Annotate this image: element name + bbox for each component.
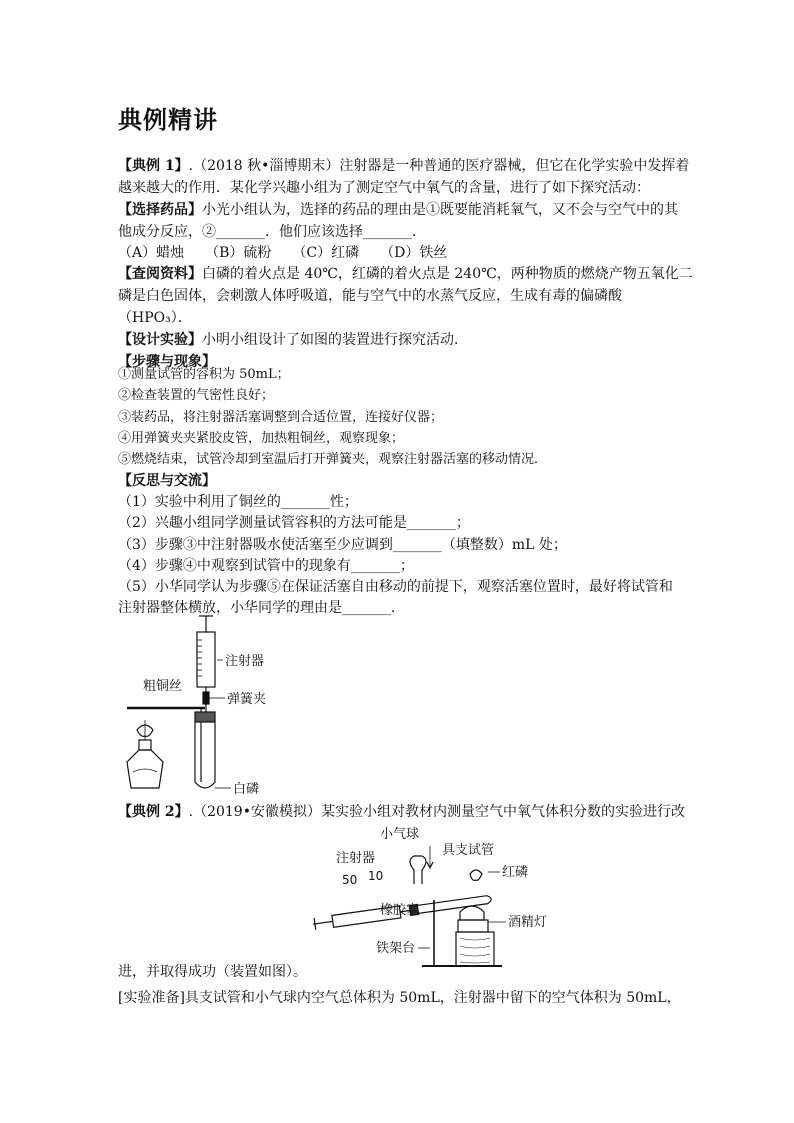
ex2-label: 【典例 2】 xyxy=(118,804,189,820)
flame-2 xyxy=(470,870,482,880)
ex1-question-1: （1）实验中利用了铜丝的_______性； xyxy=(118,494,358,510)
ex1-info-label: 【查阅资料】 xyxy=(118,266,202,282)
ex1-info-text-2: 磷是白色固体，会刺激人体呼吸道，能与空气中的水蒸气反应，生成有毒的偏磷酸 xyxy=(118,288,622,304)
ex1-design-label: 【设计实验】 xyxy=(118,332,202,348)
ex1-select xyxy=(118,200,678,220)
ex1-steps-label: 【步骤与现象】 xyxy=(118,354,216,370)
label-iron-stand: 铁架台 xyxy=(376,941,416,956)
ex2-prep: [实验准备]具支试管和小气球内空气总体积为 50mL，注射器中留下的空气体积为 50mL， xyxy=(118,990,681,1006)
ex1-reflect-label: 【反思与交流】 xyxy=(118,473,216,489)
ex1-question-5a: （5）小华同学认为步骤⑤在保证活塞自由移动的前提下，观察活塞位置时，最好将试管和 xyxy=(118,579,673,595)
ex2-intro-2: 进，并取得成功（装置如图）。 xyxy=(118,964,307,980)
ex1-select-text: 小光小组认为，选择的药品的理由是①既要能消耗氧气，又不会与空气中的其 xyxy=(202,202,678,218)
ex1-info-text: 白磷的着火点是 40℃，红磷的着火点是 240℃，两种物质的燃烧产物五氧化二 xyxy=(202,266,693,282)
ex1-step-2: ②检查装置的气密性良好； xyxy=(118,388,275,403)
spring-clamp xyxy=(203,692,209,704)
label-mark-50: 50 xyxy=(342,873,358,887)
stopper xyxy=(195,712,215,722)
balloon xyxy=(410,856,426,884)
wood-block xyxy=(456,932,494,966)
ex2-intro-1: .（2019•安徽模拟）某实验小组对教材内测量空气中氧气体积分数的实验进行改 xyxy=(188,804,685,820)
label-copper-wire: 粗铜丝 xyxy=(143,679,183,694)
apparatus-diagram-1 xyxy=(115,612,315,802)
ex1-question-4: （4）步骤④中观察到试管中的现象有_______； xyxy=(118,558,414,574)
syringe2-handle xyxy=(314,918,316,930)
apparatus-2-svg xyxy=(310,822,580,974)
ex1-question-3: （3）步骤③中注射器吸水使活塞至少应调到_______（填整数）mL 处； xyxy=(118,537,567,553)
label-clamp: 弹簧夹 xyxy=(227,692,267,707)
label-balloon: 小气球 xyxy=(380,827,420,842)
label-red-phosphorus: 红磷 xyxy=(502,865,529,880)
apparatus-1-svg xyxy=(115,612,315,802)
label-syringe: 注射器 xyxy=(225,654,265,669)
lamp-neck xyxy=(139,740,151,750)
label-mark-10: 10 xyxy=(368,869,384,883)
ex1-line-1 xyxy=(118,156,689,176)
apparatus-diagram-2 xyxy=(310,822,580,974)
syringe-scale xyxy=(197,640,202,676)
ex1-intro-1: .（2018 秋•淄博期末）注射器是一种普通的医疗器械，但它在化学实验中发挥着 xyxy=(188,158,690,174)
ex1-select-label: 【选择药品】 xyxy=(118,202,202,218)
ex2-line-1 xyxy=(118,802,685,822)
ex1-step-3: ③装药品，将注射器活塞调整到合适位置，连接好仪器； xyxy=(118,410,444,425)
label-syringe-2: 注射器 xyxy=(336,851,376,866)
syringe2-plunger xyxy=(313,921,333,924)
ex1-step-1: ①测量试管的容积为 50mL； xyxy=(118,367,290,382)
ex1-label: 【典例 1】 xyxy=(118,158,189,174)
side-arm-tube xyxy=(417,895,491,913)
ex1-design-text: 小明小组设计了如图的装置进行探究活动． xyxy=(202,332,468,348)
label-rubber-stopper: 橡胶塞 xyxy=(380,903,420,918)
ex1-design xyxy=(118,330,468,350)
ex1-options: （A）蜡烛 （B）硫粉 （C）红磷 （D）铁丝 xyxy=(118,245,448,261)
ex1-question-5b: 注射器整体横放，小华同学的理由是_______． xyxy=(118,600,405,616)
ex1-step-5: ⑤燃烧结束，试管冷却到室温后打开弹簧夹，观察注射器活塞的移动情况． xyxy=(118,452,548,467)
label-white-phosphorus: 白磷 xyxy=(233,782,260,797)
section-title: 典例精讲 xyxy=(118,106,218,134)
lamp2-body xyxy=(458,920,488,932)
wood-grain xyxy=(460,938,490,963)
lamp-liquid xyxy=(133,769,157,772)
ex1-info-text-3: （HPO₃）． xyxy=(118,310,192,326)
ex1-intro-2: 越来越大的作用．某化学兴趣小组为了测定空气中氧气的含量，进行了如下探究活动： xyxy=(118,180,650,196)
ex1-info xyxy=(118,264,693,284)
test-tube xyxy=(195,722,215,788)
ex1-step-4: ④用弹簧夹夹紧胶皮管，加热粗铜丝，观察现象； xyxy=(118,431,405,446)
label-side-tube: 具支试管 xyxy=(442,843,495,858)
label-alcohol-lamp: 酒精灯 xyxy=(508,915,548,930)
lamp2-top xyxy=(460,906,484,920)
ex1-select-text-2: 他成分反应，②_______．他们应该选择_______． xyxy=(118,224,426,240)
ex1-question-2: （2）兴趣小组同学测量试管容积的方法可能是_______； xyxy=(118,515,470,531)
